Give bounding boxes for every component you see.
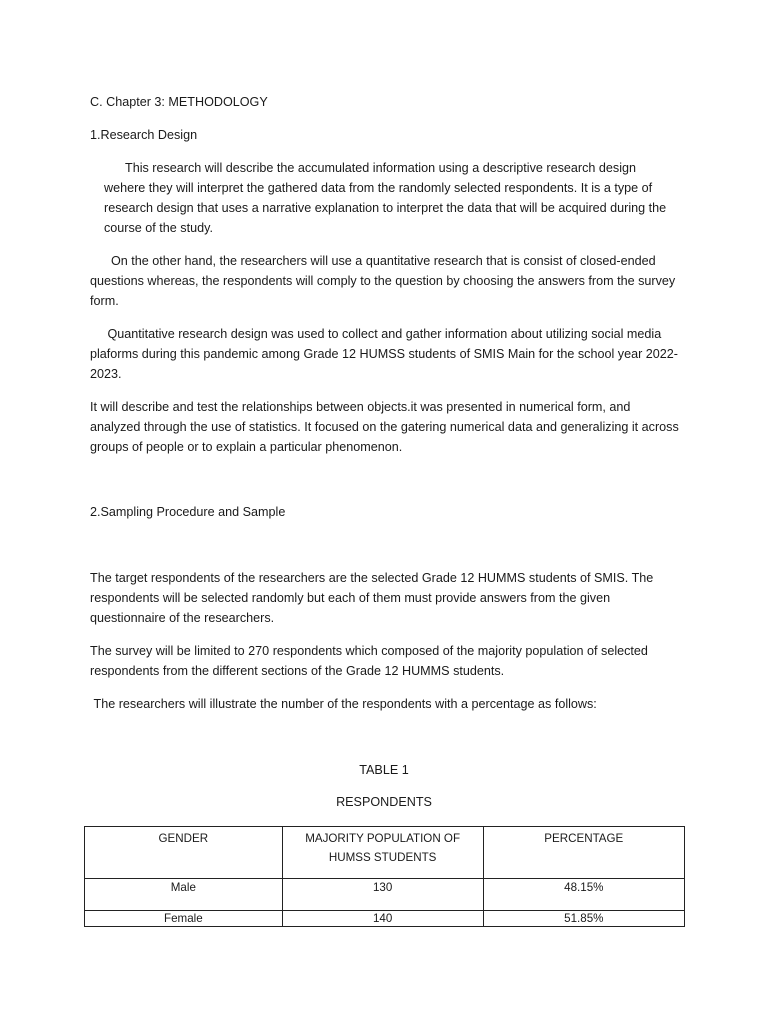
paragraph-quantitative-design: Quantitative research design was used to collect and gather information about utilizing social media plaforms during this pandemic among Grade 12 HUMSS students of SMIS Main for the school year 2022-2023.	[90, 327, 678, 381]
table-cell: Male	[85, 879, 283, 911]
paragraph-relationships: It will describe and test the relationships between objects.it was presented in numerical form, and analyzed through the use of statistics. It focused on the gatering numerical data and generalizing it across groups of people or to explain a particular phenomenon.	[90, 400, 683, 454]
paragraph-illustrate: The researchers will illustrate the number of the respondents with a percentage as follows:	[90, 697, 597, 711]
table-cell: 140	[282, 911, 483, 927]
table-label: TABLE 1	[359, 763, 409, 777]
table-header-row	[85, 827, 685, 879]
table-cell: 48.15%	[483, 879, 684, 911]
paragraph-quantitative-research: On the other hand, the researchers will use a quantitative research that is consist of closed-ended questions whereas, the respondents will comply to the question by choosing the answers from the survey form.	[90, 254, 679, 308]
table-header-cell: MAJORITY POPULATION OF HUMSS STUDENTS	[282, 827, 483, 879]
table-row	[85, 879, 685, 911]
chapter-heading: C. Chapter 3: METHODOLOGY	[90, 95, 268, 109]
table-cell: 130	[282, 879, 483, 911]
section-title-sampling: 2.Sampling Procedure and Sample	[90, 505, 286, 519]
paragraph-survey-limit: The survey will be limited to 270 respondents which composed of the majority population of selected respondents from the different sections of the Grade 12 HUMMS students.	[90, 644, 652, 678]
table-cell: Female	[85, 911, 283, 927]
table-caption: RESPONDENTS	[336, 795, 432, 809]
table-header-cell: GENDER	[85, 827, 283, 879]
paragraph-target-respondents: The target respondents of the researchers are the selected Grade 12 HUMMS students of SMIS. The respondents will be selected randomly but each of them must provide answers from the given questionnaire of the researchers.	[90, 571, 657, 625]
table-row	[85, 911, 685, 927]
table-cell: 51.85%	[483, 911, 684, 927]
table-header-cell: PERCENTAGE	[483, 827, 684, 879]
paragraph-descriptive-design: This research will describe the accumulated information using a descriptive research design wehere they will interpret the gathered data from the randomly selected respondents. It is a type of research design that uses a narrative explanation to interpret the data that will be acquired during the course of the study.	[104, 161, 670, 235]
section-title-research-design: 1.Research Design	[90, 128, 198, 142]
respondents-table	[84, 826, 685, 927]
